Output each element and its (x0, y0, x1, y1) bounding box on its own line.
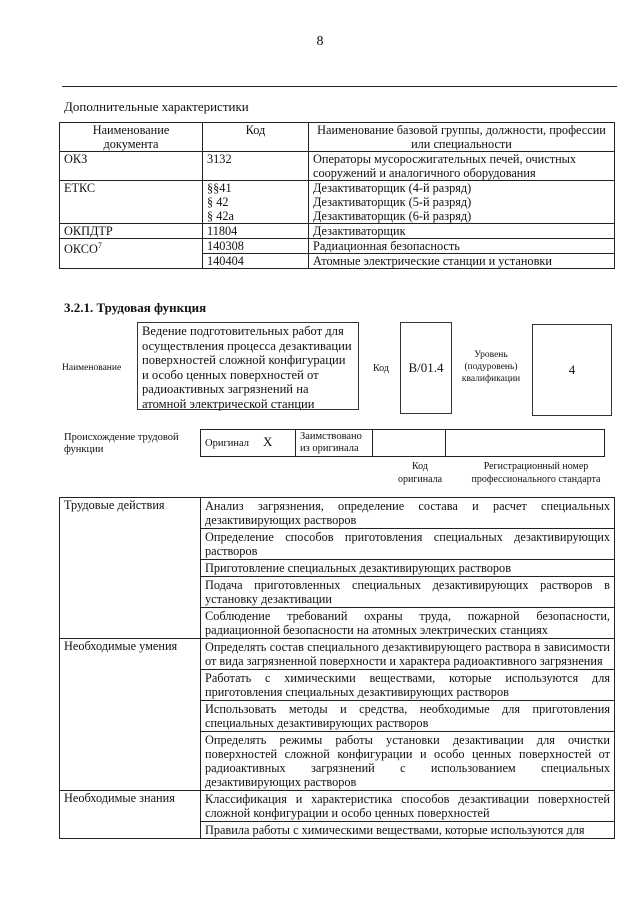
additional-characteristics-title: Дополнительные характеристики (64, 99, 249, 114)
doc-cell: ОКЗ (60, 152, 203, 181)
origin-row (201, 430, 605, 457)
table-row (60, 791, 615, 822)
doc-cell: ОКПДТР (60, 224, 203, 239)
name-cell: Радиационная безопасность (309, 239, 615, 254)
category-labor-actions: Трудовые действия (60, 498, 201, 639)
table-row (60, 181, 615, 224)
original-cell (201, 430, 296, 457)
code-cell: 140308 (203, 239, 309, 254)
name-cell: Дезактиваторщик (309, 224, 615, 239)
header-document: Наименование документа (60, 123, 203, 152)
doc-text: ЕТКС (64, 181, 96, 195)
qualification-level-label: Уровень (подуровень) квалификации (461, 350, 521, 384)
list-item: Работать с химическими веществами, которые используются для приготовления специальных дезактивирующих растворов (201, 670, 615, 701)
name-text: Дезактиваторщик (5-й разряд) (313, 195, 472, 209)
doc-cell (60, 181, 203, 224)
labor-function-heading: 3.2.1. Трудовая функция (64, 300, 207, 315)
name-cell (309, 181, 615, 224)
list-item: Определять состав специального дезактивирующего раствора в зависимости от вида загрязненной поверхности и характера радиоактивного загрязнения (201, 639, 615, 670)
code-text: § 42а (207, 209, 234, 223)
function-code-value: B/01.4 (400, 322, 452, 414)
page-number: 8 (316, 34, 324, 49)
name-text: Дезактиваторщик (6-й разряд) (313, 209, 472, 223)
code-cell: 140404 (203, 254, 309, 269)
table-row (60, 224, 615, 239)
code-cell (203, 181, 309, 224)
table-row (60, 152, 615, 181)
list-item: Использовать методы и средства, необходимые для приготовления специальных дезактивирующих растворов (201, 701, 615, 732)
list-item: Правила работы с химическими веществами, которые используются для (201, 822, 615, 839)
code-text: § 42 (207, 195, 229, 209)
list-item: Соблюдение требований охраны труда, пожарной безопасности, радиационной безопасности на атомных электрических станциях (201, 608, 615, 639)
name-text: Дезактиваторщик (4-й разряд) (313, 181, 472, 195)
original-mark: X (263, 434, 273, 449)
category-required-skills: Необходимые умения (60, 639, 201, 791)
footnote-marker: 7 (97, 241, 102, 250)
table-row (60, 239, 615, 254)
function-origin-table (200, 429, 605, 457)
additional-characteristics-table (59, 122, 615, 269)
reg-number-caption: Регистрационный номер профессионального стандарта (471, 461, 601, 485)
table-row (60, 498, 615, 529)
function-origin-label: Происхождение трудовой функции (64, 432, 179, 455)
list-item: Анализ загрязнения, определение состава и расчет специальных дезактивирующих растворов (201, 498, 615, 529)
reg-number-cell (446, 430, 605, 457)
list-item: Приготовление специальных дезактивирующих растворов (201, 560, 615, 577)
function-name-value: Ведение подготовительных работ для осуществления процесса дезактивации поверхностей сложной конфигурации и особо ценных поверхностей от радиоактивных загрязнений на атомной электрической станции (137, 322, 359, 410)
original-label: Оригинал (205, 438, 249, 449)
header-code: Код (203, 123, 309, 152)
header-divider (62, 86, 617, 87)
header-group-name: Наименование базовой группы, должности, профессии или специальности (309, 123, 615, 152)
category-required-knowledge: Необходимые знания (60, 791, 201, 839)
list-item: Классификация и характеристика способов дезактивации поверхностей сложной конфигурации и особо ценных поверхностей (201, 791, 615, 822)
doc-text: ОКСО (64, 242, 98, 257)
code-cell: 11804 (203, 224, 309, 239)
function-details-table (59, 497, 615, 839)
table-row (60, 639, 615, 670)
code-cell: 3132 (203, 152, 309, 181)
function-name-label: Наименование (62, 363, 122, 373)
name-cell: Атомные электрические станции и установки (309, 254, 615, 269)
function-code-label: Код (373, 363, 389, 374)
table-header-row (60, 123, 615, 152)
list-item: Определение способов приготовления специальных дезактивирующих растворов (201, 529, 615, 560)
doc-cell (60, 239, 203, 269)
name-cell: Операторы мусоросжигательных печей, очистных сооружений и аналогичного оборудования (309, 152, 615, 181)
code-text: §§41 (207, 181, 232, 195)
list-item: Определять режимы работы установки дезактивации для очистки поверхностей сложной конфигурации и особо ценных поверхностей от радиоактивных загрязнений с использованием специальных дезактивирующих растворов (201, 732, 615, 791)
code-original-caption: Код оригинала (397, 461, 443, 485)
borrowed-cell: Заимствовано из оригинала (296, 430, 373, 457)
list-item: Подача приготовленных специальных дезактивирующих растворов в установку дезактивации (201, 577, 615, 608)
code-original-cell (373, 430, 446, 457)
qualification-level-value: 4 (532, 324, 612, 416)
